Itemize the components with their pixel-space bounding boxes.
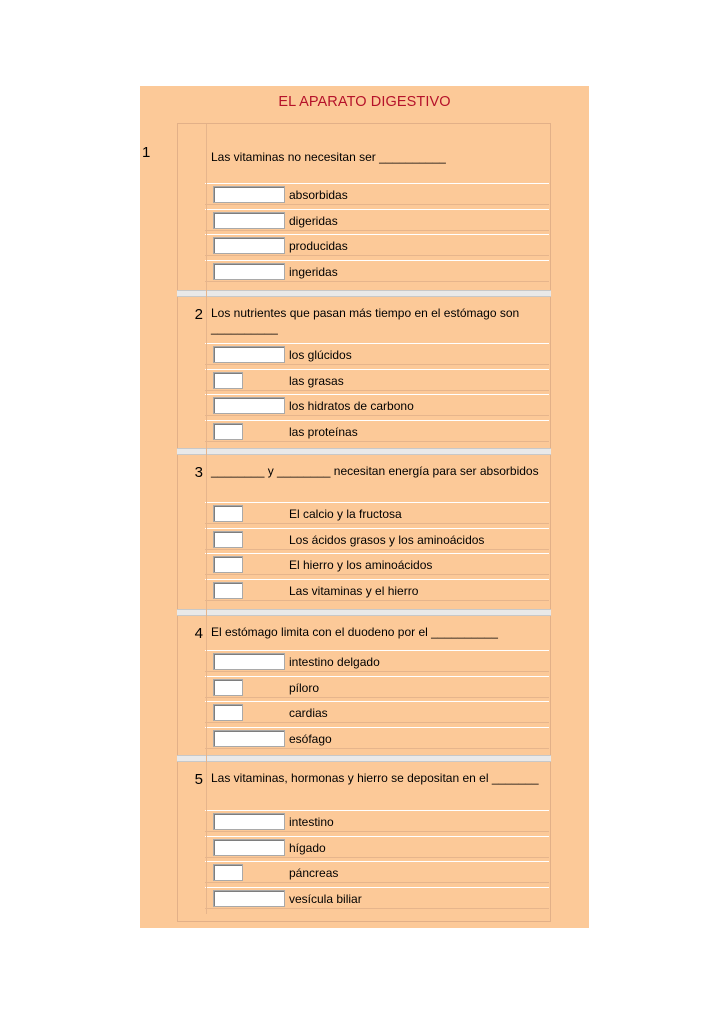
option-row [205,260,549,282]
option-label: Los ácidos grasos y los aminoácidos [289,532,485,547]
answer-input[interactable] [213,730,285,747]
answer-input[interactable] [213,237,285,254]
option-row [205,209,549,231]
quiz-sheet [140,86,589,928]
option-label: intestino delgado [289,655,380,669]
option-row [205,836,549,858]
option-label: intestino [289,815,334,829]
option-row [205,420,549,442]
answer-input[interactable] [213,531,243,548]
answer-input[interactable] [213,212,285,229]
option-row [205,727,549,749]
option-label: El hierro y los aminoácidos [289,558,433,572]
option-row [205,861,549,883]
option-row [205,502,549,524]
option-label: El calcio y la fructosa [289,507,402,521]
option-row [205,369,549,391]
option-row [205,528,549,550]
option-label: producidas [289,239,348,253]
option-label: cardias [289,706,328,720]
answer-input[interactable] [213,839,285,856]
answer-input[interactable] [213,263,285,280]
answer-input[interactable] [213,704,243,721]
option-row [205,810,549,832]
answer-input[interactable] [213,505,243,522]
answer-input[interactable] [213,556,243,573]
question-text: El estómago limita con el duodeno por el __________ [211,625,498,639]
answer-input[interactable] [213,653,285,670]
answer-input[interactable] [213,397,285,414]
question-separator [177,609,551,616]
option-label: páncreas [289,866,339,880]
answer-input[interactable] [213,346,285,363]
option-row [205,650,549,672]
question-number: 1 [142,144,151,161]
question-number: 2 [194,306,203,323]
page-title: EL APARATO DIGESTIVO [278,94,451,110]
option-row [205,887,549,909]
question-text: ________ y ________ necesitan energía para ser absorbidos [211,464,539,478]
question-text: Las vitaminas, hormonas y hierro se depositan en el _______ [211,771,539,785]
option-label: absorbidas [289,188,348,202]
answer-input[interactable] [213,890,285,907]
option-label: los glúcidos [289,348,352,362]
option-row [205,579,549,601]
answer-input[interactable] [213,813,285,830]
question-separator [177,290,551,297]
option-label: Las vitaminas y el hierro [289,583,419,598]
option-row [205,553,549,575]
option-row [205,234,549,256]
option-label: hígado [289,840,326,855]
option-row [205,676,549,698]
option-row [205,343,549,365]
option-label: ingeridas [289,264,338,279]
answer-input[interactable] [213,582,243,599]
option-label: vesícula biliar [289,891,362,906]
answer-input[interactable] [213,186,285,203]
option-label: las proteínas [289,424,358,439]
answer-input[interactable] [213,679,243,696]
answer-input[interactable] [213,423,243,440]
question-number: 3 [194,464,203,481]
answer-input[interactable] [213,864,243,881]
column-divider [206,124,207,914]
option-row [205,701,549,723]
option-label: los hidratos de carbono [289,399,414,413]
question-separator [177,755,551,762]
option-label: esófago [289,731,332,746]
option-label: las grasas [289,373,344,388]
answer-input[interactable] [213,372,243,389]
quiz-table [142,123,551,922]
option-label: píloro [289,680,320,695]
question-separator [177,448,551,455]
question-number: 5 [194,771,203,788]
question-text: Las vitaminas no necesitan ser __________ [211,150,446,164]
question-text: Los nutrientes que pasan más tiempo en el estómago son __________ [211,306,520,335]
option-row [205,183,549,205]
option-row [205,394,549,416]
question-number: 4 [194,625,203,642]
option-label: digeridas [289,213,338,228]
